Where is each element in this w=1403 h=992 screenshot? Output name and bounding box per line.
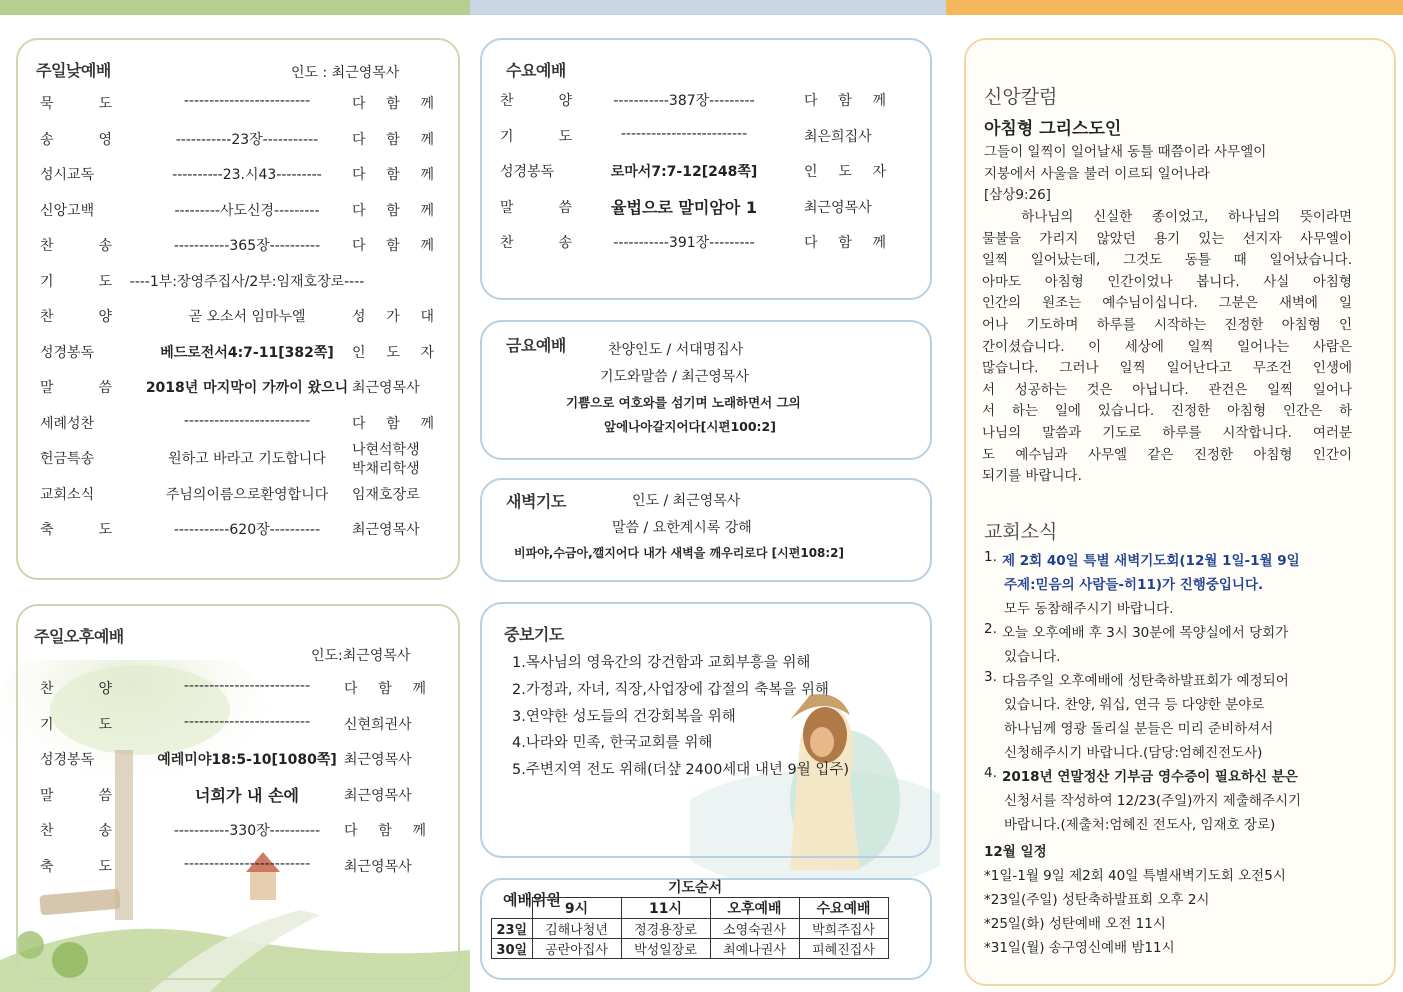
order-detail: 너희가 내 손에 bbox=[195, 785, 299, 805]
news-line: 하나님께 영광 돌리실 분들은 미리 준비하셔서 bbox=[1004, 721, 1274, 737]
list-item bbox=[40, 678, 454, 698]
order-person: 나현석학생 bbox=[352, 442, 420, 458]
table-header-11am: 11시 bbox=[621, 898, 710, 919]
list-item bbox=[40, 519, 462, 539]
list-item: 2.가정과, 자녀, 직장,사업장에 갑절의 축복을 위해 bbox=[512, 681, 829, 698]
news-line: 모두 동참해주시기 바랍니다. bbox=[1004, 601, 1174, 617]
table-row bbox=[492, 939, 889, 959]
order-detail: ----1부:장영주집사/2부:임재호장로---- bbox=[129, 273, 365, 290]
order-person: 임재호장로 bbox=[352, 486, 420, 503]
news-line: 있습니다. bbox=[1004, 649, 1061, 665]
order-label: 기 도 bbox=[40, 716, 112, 733]
prayer-order-caption: 기도순서 bbox=[668, 880, 723, 896]
order-detail: 예레미야18:5-10[1080쪽] bbox=[157, 752, 337, 768]
news-line: 바랍니다.(제출처:엄혜진 전도사, 임재호 장로) bbox=[1004, 817, 1276, 833]
order-person: 최근영목사 bbox=[352, 380, 420, 396]
order-label: 성경봉독 bbox=[40, 752, 95, 768]
order-label: 말 씀 bbox=[40, 787, 112, 804]
table-header-wednesday: 수요예배 bbox=[799, 898, 888, 919]
order-detail: ------------------------- bbox=[183, 713, 311, 730]
table-cell: 김해나청년 bbox=[532, 919, 621, 939]
intercession-title: 중보기도 bbox=[504, 625, 564, 644]
table-header-9am: 9시 bbox=[532, 898, 621, 919]
list-item bbox=[40, 164, 462, 184]
order-label: 헌금특송 bbox=[40, 451, 95, 467]
sunday-afternoon-title: 주일오후예배 bbox=[34, 627, 124, 646]
order-label: 찬 송 bbox=[500, 235, 572, 251]
list-item bbox=[40, 820, 454, 840]
column-body-line: 서 성공하는 것은 아닙니다. 관건은 일찍 일어나 bbox=[982, 381, 1352, 398]
order-label: 찬 송 bbox=[40, 238, 112, 254]
order-person: 다 함 께 bbox=[352, 131, 434, 148]
order-person: 다 함 께 bbox=[344, 681, 426, 697]
column-body-line: 간이셨습니다. 이 세상에 일찍 일어나는 사람은 bbox=[982, 338, 1352, 355]
order-detail: -----------391장--------- bbox=[613, 235, 755, 251]
order-label: 찬 송 bbox=[40, 823, 112, 839]
order-person: 최근영목사 bbox=[352, 522, 420, 538]
news-number: 2. bbox=[984, 621, 997, 637]
order-person: 다 함 께 bbox=[804, 93, 886, 109]
list-item bbox=[40, 785, 454, 805]
order-detail: 베드로전서4:7-11[382쪽] bbox=[160, 344, 334, 361]
top-bar-green bbox=[0, 0, 470, 15]
order-detail: -----------330장---------- bbox=[173, 823, 321, 839]
order-label: 성경봉독 bbox=[40, 344, 95, 361]
order-label: 찬 양 bbox=[500, 93, 572, 109]
order-label: 찬 양 bbox=[40, 309, 112, 325]
order-person: 인 도 자 bbox=[804, 164, 886, 180]
table-cell: 박성일장로 bbox=[621, 939, 710, 959]
column-body-line: 인간의 원조는 예수님이십니다. 그분은 새벽에 일 bbox=[982, 295, 1352, 312]
column-body-line: 일찍 일어났는데, 그것도 동틀 때 일어났습니다. bbox=[982, 252, 1352, 269]
wednesday-title: 수요예배 bbox=[506, 61, 566, 80]
order-detail: ----------23.시43--------- bbox=[172, 167, 322, 183]
order-person: 다 함 께 bbox=[352, 238, 434, 254]
order-label: 말 씀 bbox=[500, 199, 572, 216]
list-item bbox=[40, 749, 454, 769]
column-body-line: 서 하는 일에 있습니다. 진정한 아침형 인간은 하 bbox=[982, 403, 1352, 420]
list-item bbox=[40, 129, 462, 149]
order-person: 최은희집사 bbox=[804, 128, 872, 145]
friday-title: 금요예배 bbox=[506, 336, 566, 355]
order-label: 기 도 bbox=[40, 273, 112, 290]
friday-line1: 찬양인도 / 서대명집사 bbox=[608, 342, 744, 358]
top-bar-blue bbox=[470, 0, 946, 15]
column-verse-line: [삼상9:26] bbox=[984, 187, 1051, 203]
list-item bbox=[500, 232, 914, 252]
order-detail: 2018년 마지막이 가까이 왔으니 bbox=[145, 380, 349, 396]
table-cell: 정경용장로 bbox=[621, 919, 710, 939]
order-person: 다 함 께 bbox=[352, 167, 434, 183]
news-line: 다음주일 오후예배에 성탄축하발표회가 예정되어 bbox=[1002, 673, 1289, 689]
news-line: 2018년 연말정산 기부금 영수증이 필요하신 분은 bbox=[1002, 769, 1298, 785]
list-item bbox=[40, 856, 454, 876]
table-cell: 박희주집사 bbox=[799, 919, 888, 939]
order-detail: 원하고 바라고 기도합니다 bbox=[168, 451, 326, 467]
table-cell: 소영숙권사 bbox=[710, 919, 799, 939]
order-label: 교회소식 bbox=[40, 486, 95, 503]
list-item bbox=[40, 377, 462, 397]
table-cell: 최예나권사 bbox=[710, 939, 799, 959]
column-title: 아침형 그리스도인 bbox=[984, 119, 1122, 139]
column-body-line: 하나님의 신실한 종이었고, 하나님의 뜻이라면 bbox=[982, 209, 1352, 225]
column-verse-line: 지붕에서 사울을 불러 이르되 일어나라 bbox=[984, 165, 1210, 182]
sunday-afternoon-leader: 인도:최근영목사 bbox=[311, 648, 411, 664]
table-cell-date: 23일 bbox=[492, 919, 533, 939]
column-body-line: 되기를 바랍니다. bbox=[982, 468, 1082, 485]
list-item bbox=[500, 197, 914, 217]
table-cell: 공란아집사 bbox=[532, 939, 621, 959]
order-label: 말 씀 bbox=[40, 380, 112, 396]
top-bar-orange bbox=[946, 0, 1403, 15]
order-detail: -----------387장--------- bbox=[613, 93, 755, 109]
order-person: 신현희권사 bbox=[344, 716, 412, 733]
order-label: 성시교독 bbox=[40, 167, 95, 183]
order-person: 최근영목사 bbox=[344, 752, 412, 768]
order-person: 다 함 께 bbox=[352, 202, 434, 219]
list-item bbox=[500, 90, 914, 110]
schedule-item: *1일-1월 9일 제2회 40일 특별새벽기도회 오전5시 bbox=[984, 868, 1286, 884]
news-line: 주제:믿음의 사람들-히11)가 진행중입니다. bbox=[1004, 577, 1264, 593]
list-item bbox=[40, 235, 462, 255]
sunday-morning-leader: 인도 : 최근영목사 bbox=[291, 65, 400, 81]
order-person: 최근영목사 bbox=[344, 787, 412, 804]
table-corner-cell bbox=[492, 898, 533, 919]
friday-verse2: 앞에나아갈지어다[시편100:2] bbox=[604, 419, 776, 434]
order-label: 기 도 bbox=[500, 128, 572, 145]
list-item bbox=[40, 342, 462, 362]
prayer-order-corner: 예배위원 bbox=[503, 891, 561, 909]
order-label: 묵 도 bbox=[40, 96, 112, 112]
order-person: 다 함 께 bbox=[804, 235, 886, 251]
order-person: 최근영목사 bbox=[344, 858, 412, 875]
order-label: 송 영 bbox=[40, 131, 112, 148]
order-label: 찬 양 bbox=[40, 681, 112, 697]
order-label: 신앙고백 bbox=[40, 202, 95, 219]
list-item bbox=[500, 126, 914, 146]
table-header-afternoon: 오후예배 bbox=[710, 898, 799, 919]
table-cell-date: 30일 bbox=[492, 939, 533, 959]
order-detail: -----------620장---------- bbox=[173, 522, 321, 538]
friday-line2: 기도와말씀 / 최근영목사 bbox=[600, 369, 749, 385]
column-verse-line: 그들이 일찍이 일어날새 동틀 때쯤이라 사무엘이 bbox=[984, 144, 1267, 160]
schedule-item: *31일(월) 송구영신예배 밤11시 bbox=[984, 940, 1175, 956]
news-line: 있습니다. 찬양, 워십, 연극 등 다양한 분야로 bbox=[1004, 697, 1265, 713]
order-person: 성 가 대 bbox=[352, 309, 434, 325]
news-number: 3. bbox=[984, 669, 997, 685]
list-item bbox=[40, 484, 462, 504]
dawn-line1: 인도 / 최근영목사 bbox=[632, 493, 741, 509]
table-cell: 피혜진집사 bbox=[799, 939, 888, 959]
schedule-item: *23일(주일) 성탄축하발표회 오후 2시 bbox=[984, 892, 1210, 908]
order-label: 성경봉독 bbox=[500, 164, 555, 180]
schedule-title: 12월 일정 bbox=[984, 844, 1047, 860]
news-line: 제 2회 40일 특별 새벽기도회(12월 1일-1월 9일 bbox=[1002, 553, 1300, 569]
list-item bbox=[40, 93, 462, 113]
order-label: 축 도 bbox=[40, 522, 112, 538]
order-label: 축 도 bbox=[40, 858, 112, 875]
column-section-title: 신앙칼럼 bbox=[984, 86, 1058, 108]
list-item bbox=[40, 271, 462, 291]
table-row bbox=[492, 898, 889, 919]
list-item bbox=[500, 161, 914, 181]
order-detail: 율법으로 말미암아 1 bbox=[611, 197, 757, 217]
prayer-order-table bbox=[491, 897, 889, 959]
dawn-title: 새벽기도 bbox=[506, 492, 566, 511]
news-number: 1. bbox=[984, 549, 997, 565]
column-body-line: 어나 기도하며 하루를 시작하는 진정한 아침형 인 bbox=[982, 317, 1352, 333]
order-detail: ---------사도신경--------- bbox=[174, 202, 320, 219]
order-detail: ------------------------- bbox=[183, 93, 311, 109]
list-item: 5.주변지역 전도 위해(더샾 2400세대 내년 9월 입주) bbox=[512, 762, 850, 779]
order-detail: -----------365장---------- bbox=[173, 238, 321, 254]
order-person-2: 박채리학생 bbox=[352, 461, 420, 477]
schedule-item: *25일(화) 성탄예배 오전 11시 bbox=[984, 916, 1166, 932]
news-line: 신청서를 작성하여 12/23(주일)까지 제출해주시기 bbox=[1004, 793, 1302, 809]
list-item bbox=[40, 200, 462, 220]
order-person: 다 함 께 bbox=[352, 415, 434, 432]
list-item bbox=[40, 714, 454, 734]
news-line: 신청해주시기 바랍니다.(담당:엄혜진전도사) bbox=[1004, 745, 1263, 761]
order-person: 인 도 자 bbox=[352, 344, 434, 361]
column-body-line: 물불을 가리지 않았던 용기 있는 선지자 사무엘이 bbox=[982, 230, 1352, 247]
order-detail: ------------------------- bbox=[183, 412, 311, 429]
news-section-title: 교회소식 bbox=[984, 521, 1058, 543]
news-line: 오늘 오후예배 후 3시 30분에 목양실에서 당회가 bbox=[1002, 625, 1289, 641]
list-item: 3.연약한 성도들의 건강회복을 위해 bbox=[512, 708, 736, 725]
column-body-line: 많습니다. 그러나 일찍 일어난다고 무조건 인생에 bbox=[982, 360, 1352, 377]
list-item bbox=[40, 442, 462, 477]
column-body-line: 도 예수님과 사무엘 같은 진정한 아침형 인간이 bbox=[982, 446, 1352, 463]
order-person: 다 함 께 bbox=[352, 96, 434, 112]
order-detail: ------------------------- bbox=[620, 125, 748, 142]
list-item: 4.나라와 민족, 한국교회를 위해 bbox=[512, 735, 713, 752]
column-body-line: 나님의 말씀과 기도로 하루를 시작합니다. 여러분 bbox=[982, 425, 1352, 441]
list-item bbox=[40, 306, 462, 326]
list-item bbox=[40, 413, 462, 433]
list-item: 1.목사님의 영육간의 강건함과 교회부흥을 위해 bbox=[512, 655, 811, 671]
order-detail: 주님의이름으로환영합니다 bbox=[165, 486, 329, 503]
order-label: 세례성찬 bbox=[40, 415, 95, 432]
column-body-line: 아마도 아침형 인간이었나 봅니다. 사실 아침형 bbox=[982, 273, 1352, 290]
order-detail: 곧 오소서 임마누엘 bbox=[188, 309, 306, 325]
order-person: 다 함 께 bbox=[344, 823, 426, 839]
dawn-verse: 비파야,수금아,깰지어다 내가 새벽을 깨우리로다 [시편108:2] bbox=[514, 546, 845, 560]
order-detail: 로마서7:7-12[248쪽] bbox=[610, 164, 758, 180]
order-detail: ------------------------- bbox=[183, 678, 311, 694]
dawn-line2: 말씀 / 요한계시록 강해 bbox=[612, 520, 752, 536]
table-row bbox=[492, 919, 889, 939]
order-detail: -----------23장----------- bbox=[175, 131, 319, 148]
sunday-morning-title: 주일낮예배 bbox=[36, 61, 111, 80]
order-detail: ------------------------- bbox=[183, 855, 311, 872]
friday-verse1: 기쁨으로 여호와를 섬기며 노래하면서 그의 bbox=[566, 395, 801, 410]
order-person: 최근영목사 bbox=[804, 199, 872, 216]
news-number: 4. bbox=[984, 765, 997, 781]
